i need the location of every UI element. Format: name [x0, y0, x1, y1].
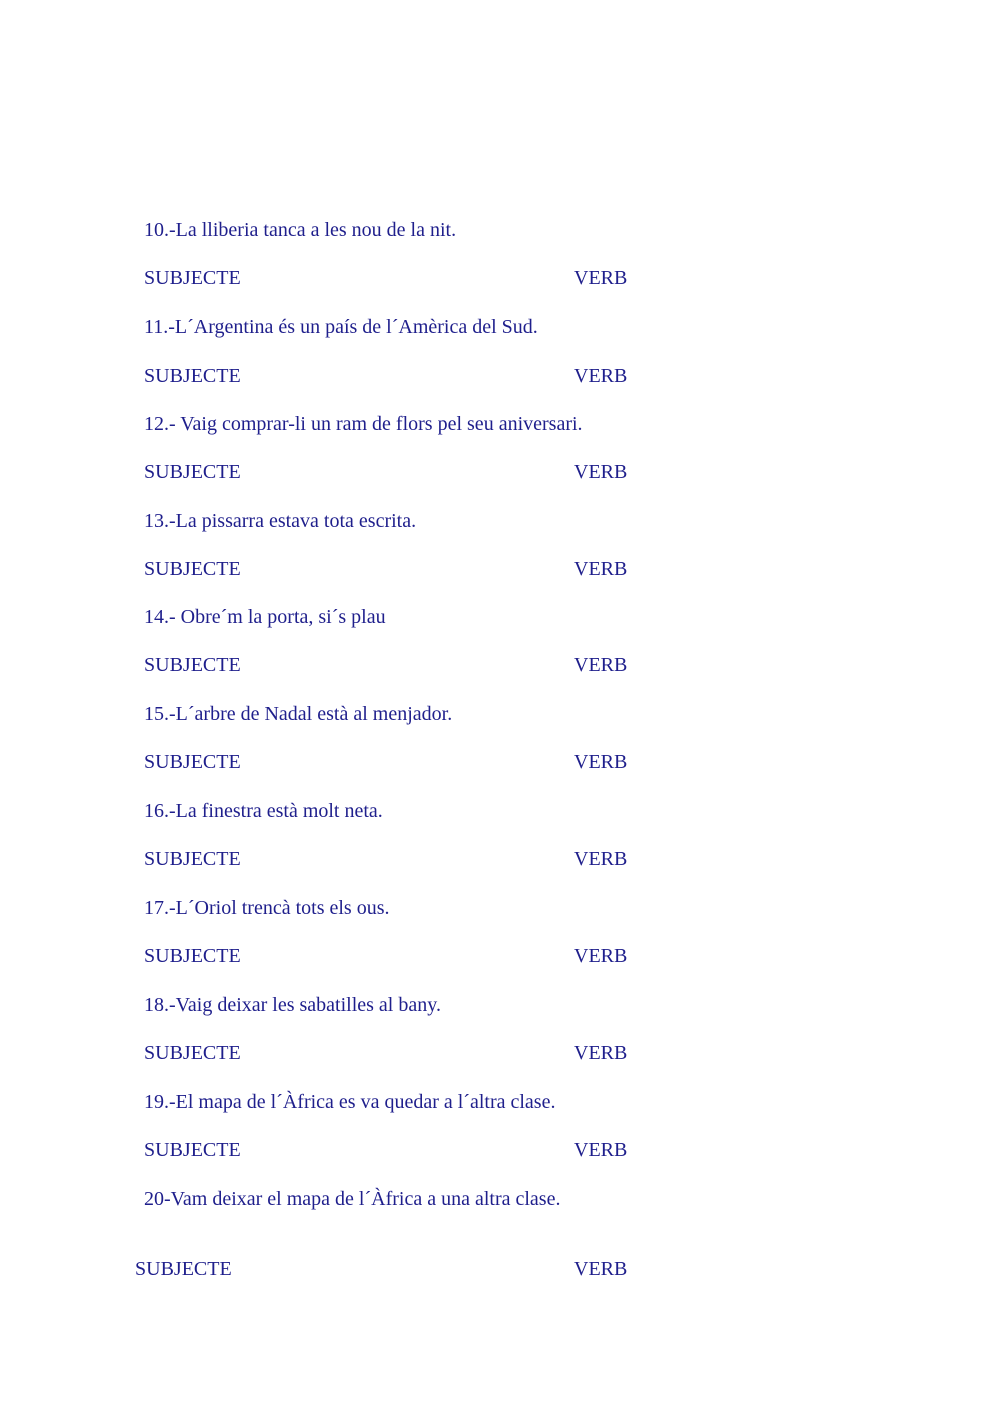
verb-label: VERB [574, 558, 628, 580]
exercise-sentence: 18.-Vaig deixar les sabatilles al bany. [144, 994, 441, 1016]
subject-label: SUBJECTE [144, 751, 241, 773]
subject-label: SUBJECTE [144, 267, 241, 289]
verb-label: VERB [574, 1258, 628, 1280]
exercise-sentence: 16.-La finestra està molt neta. [144, 800, 383, 822]
exercise-sentence: 13.-La pissarra estava tota escrita. [144, 510, 417, 532]
verb-label: VERB [574, 1042, 628, 1064]
subject-label: SUBJECTE [144, 1139, 241, 1161]
exercise-sentence: 11.-L´Argentina és un país de l´Amèrica del Sud. [144, 316, 538, 338]
verb-label: VERB [574, 848, 628, 870]
verb-label: VERB [574, 751, 628, 773]
subject-label: SUBJECTE [144, 945, 241, 967]
verb-label: VERB [574, 365, 628, 387]
exercise-sentence: 17.-L´Oriol trencà tots els ous. [144, 897, 390, 919]
subject-label: SUBJECTE [144, 461, 241, 483]
subject-label: SUBJECTE [144, 1042, 241, 1064]
verb-label: VERB [574, 654, 628, 676]
verb-label: VERB [574, 945, 628, 967]
exercise-sentence: 15.-L´arbre de Nadal està al menjador. [144, 703, 453, 725]
exercise-sentence: 19.-El mapa de l´Àfrica es va quedar a l´altra clase. [144, 1091, 556, 1113]
subject-label: SUBJECTE [144, 365, 241, 387]
exercise-sentence: 10.-La lliberia tanca a les nou de la nit. [144, 219, 457, 241]
exercise-sentence: 20-Vam deixar el mapa de l´Àfrica a una altra clase. [144, 1188, 561, 1210]
verb-label: VERB [574, 1139, 628, 1161]
subject-label: SUBJECTE [144, 558, 241, 580]
subject-label: SUBJECTE [135, 1258, 232, 1280]
subject-label: SUBJECTE [144, 654, 241, 676]
verb-label: VERB [574, 267, 628, 289]
exercise-sentence: 12.- Vaig comprar-li un ram de flors pel seu aniversari. [144, 413, 583, 435]
verb-label: VERB [574, 461, 628, 483]
subject-label: SUBJECTE [144, 848, 241, 870]
exercise-sentence: 14.- Obre´m la porta, si´s plau [144, 606, 386, 628]
